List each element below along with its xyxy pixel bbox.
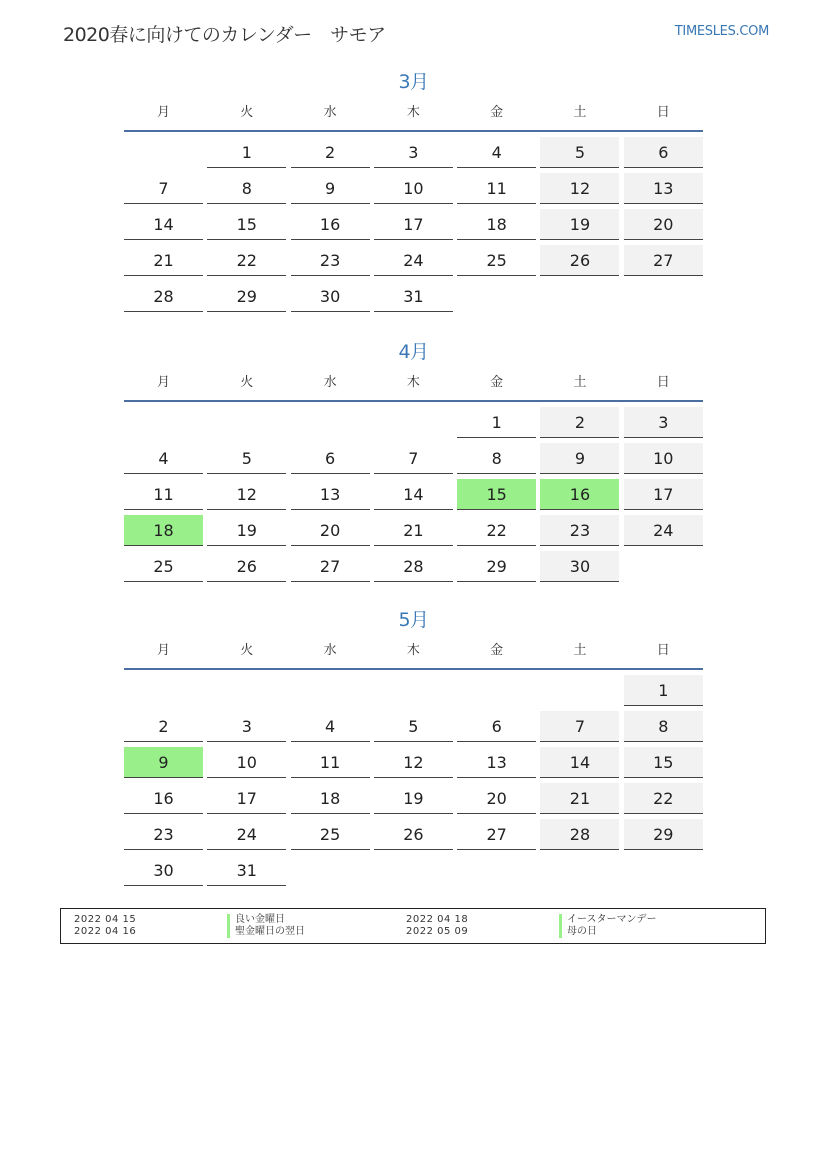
- legend-date: 2022 04 15: [74, 914, 137, 925]
- day-cell: 16: [124, 783, 203, 814]
- empty-cell: [207, 407, 286, 438]
- weekday-label: 水: [323, 643, 337, 658]
- weekday-header: [124, 374, 703, 400]
- legend-holiday-name: 母の日: [567, 926, 597, 937]
- day-cell: 4: [291, 711, 370, 742]
- weekday-label: 土: [573, 643, 587, 658]
- empty-cell: [291, 855, 370, 886]
- day-cell: 13: [457, 747, 536, 778]
- header-divider: [124, 668, 703, 670]
- day-cell: 9: [291, 173, 370, 204]
- day-cell: 6: [291, 443, 370, 474]
- day-cell: 27: [624, 245, 703, 276]
- legend-holiday-name: 聖金曜日の翌日: [235, 926, 305, 937]
- holiday-legend: [60, 908, 766, 944]
- weekday-header: [124, 104, 703, 130]
- day-cell: 7: [124, 173, 203, 204]
- legend-date: 2022 05 09: [406, 926, 469, 937]
- day-cell: 20: [291, 515, 370, 546]
- weekday-label: 木: [406, 643, 420, 658]
- day-cell: 10: [207, 747, 286, 778]
- month-block: [124, 338, 703, 582]
- day-cell: 20: [624, 209, 703, 240]
- day-cell: 8: [624, 711, 703, 742]
- day-cell: 17: [624, 479, 703, 510]
- day-cell: 8: [457, 443, 536, 474]
- holiday-marker: [227, 914, 230, 926]
- day-cell: 26: [207, 551, 286, 582]
- day-cell: 1: [457, 407, 536, 438]
- page-title: 2020春に向けてのカレンダー サモア: [63, 24, 386, 46]
- weekday-label: 日: [656, 105, 670, 120]
- day-cell: 3: [207, 711, 286, 742]
- day-cell: 10: [374, 173, 453, 204]
- day-cell: 12: [374, 747, 453, 778]
- holiday-marker: [227, 926, 230, 938]
- day-cell: 7: [374, 443, 453, 474]
- day-cell: 23: [291, 245, 370, 276]
- day-cell: 26: [374, 819, 453, 850]
- weekday-label: 月: [156, 105, 170, 120]
- empty-cell: [540, 281, 619, 312]
- day-cell: 19: [540, 209, 619, 240]
- day-cell: 31: [374, 281, 453, 312]
- empty-cell: [624, 855, 703, 886]
- weekday-label: 金: [490, 643, 504, 658]
- day-cell: 14: [540, 747, 619, 778]
- day-cell: 25: [457, 245, 536, 276]
- day-cell: 21: [540, 783, 619, 814]
- day-cell: 29: [624, 819, 703, 850]
- month-block: [124, 606, 703, 886]
- day-cell: 13: [291, 479, 370, 510]
- weekday-label: 水: [323, 105, 337, 120]
- holiday-cell: 9: [124, 747, 203, 778]
- empty-cell: [624, 281, 703, 312]
- holiday-cell: 18: [124, 515, 203, 546]
- day-cell: 11: [457, 173, 536, 204]
- weekday-label: 金: [490, 105, 504, 120]
- weekday-label: 木: [406, 375, 420, 390]
- day-cell: 30: [540, 551, 619, 582]
- day-cell: 24: [624, 515, 703, 546]
- day-cell: 23: [124, 819, 203, 850]
- header-divider: [124, 400, 703, 402]
- brand-link[interactable]: TIMESLES.COM: [674, 24, 769, 39]
- weekday-label: 日: [656, 643, 670, 658]
- day-cell: 22: [624, 783, 703, 814]
- empty-cell: [540, 855, 619, 886]
- day-grid: [124, 407, 703, 582]
- day-cell: 15: [207, 209, 286, 240]
- month-title: 3月: [398, 71, 429, 93]
- day-cell: 10: [624, 443, 703, 474]
- empty-cell: [207, 675, 286, 706]
- day-cell: 1: [207, 137, 286, 168]
- holiday-marker: [559, 914, 562, 926]
- day-cell: 24: [374, 245, 453, 276]
- day-cell: 4: [124, 443, 203, 474]
- weekday-label: 土: [573, 105, 587, 120]
- month-title: 4月: [398, 341, 429, 363]
- day-cell: 23: [540, 515, 619, 546]
- day-grid: [124, 137, 703, 312]
- day-cell: 21: [374, 515, 453, 546]
- day-cell: 12: [540, 173, 619, 204]
- empty-cell: [624, 551, 703, 582]
- empty-cell: [124, 137, 203, 168]
- empty-cell: [457, 675, 536, 706]
- header-divider: [124, 130, 703, 132]
- day-cell: 22: [457, 515, 536, 546]
- day-cell: 31: [207, 855, 286, 886]
- empty-cell: [124, 407, 203, 438]
- day-grid: [124, 675, 703, 886]
- weekday-label: 火: [240, 105, 254, 120]
- day-cell: 7: [540, 711, 619, 742]
- day-cell: 21: [124, 245, 203, 276]
- day-cell: 27: [291, 551, 370, 582]
- empty-cell: [374, 675, 453, 706]
- day-cell: 29: [457, 551, 536, 582]
- day-cell: 30: [124, 855, 203, 886]
- legend-date: 2022 04 16: [74, 926, 137, 937]
- empty-cell: [124, 675, 203, 706]
- empty-cell: [374, 407, 453, 438]
- day-cell: 2: [124, 711, 203, 742]
- day-cell: 25: [291, 819, 370, 850]
- legend-holiday-name: イースターマンデー: [567, 914, 657, 925]
- day-cell: 14: [374, 479, 453, 510]
- day-cell: 1: [624, 675, 703, 706]
- day-cell: 29: [207, 281, 286, 312]
- day-cell: 28: [124, 281, 203, 312]
- day-cell: 22: [207, 245, 286, 276]
- day-cell: 26: [540, 245, 619, 276]
- weekday-header: [124, 642, 703, 668]
- empty-cell: [291, 675, 370, 706]
- day-cell: 27: [457, 819, 536, 850]
- weekday-label: 金: [490, 375, 504, 390]
- empty-cell: [540, 675, 619, 706]
- day-cell: 11: [124, 479, 203, 510]
- day-cell: 15: [624, 747, 703, 778]
- day-cell: 11: [291, 747, 370, 778]
- day-cell: 20: [457, 783, 536, 814]
- day-cell: 14: [124, 209, 203, 240]
- weekday-label: 土: [573, 375, 587, 390]
- day-cell: 18: [291, 783, 370, 814]
- day-cell: 17: [374, 209, 453, 240]
- day-cell: 5: [207, 443, 286, 474]
- empty-cell: [291, 407, 370, 438]
- legend-holiday-name: 良い金曜日: [235, 914, 285, 925]
- empty-cell: [457, 855, 536, 886]
- day-cell: 16: [291, 209, 370, 240]
- empty-cell: [374, 855, 453, 886]
- day-cell: 24: [207, 819, 286, 850]
- holiday-cell: 15: [457, 479, 536, 510]
- day-cell: 25: [124, 551, 203, 582]
- day-cell: 8: [207, 173, 286, 204]
- day-cell: 28: [540, 819, 619, 850]
- day-cell: 6: [457, 711, 536, 742]
- day-cell: 28: [374, 551, 453, 582]
- weekday-label: 月: [156, 643, 170, 658]
- month-title: 5月: [398, 609, 429, 631]
- day-cell: 3: [374, 137, 453, 168]
- day-cell: 17: [207, 783, 286, 814]
- month-block: [124, 68, 703, 312]
- weekday-label: 日: [656, 375, 670, 390]
- day-cell: 3: [624, 407, 703, 438]
- empty-cell: [457, 281, 536, 312]
- day-cell: 12: [207, 479, 286, 510]
- legend-date: 2022 04 18: [406, 914, 469, 925]
- day-cell: 19: [207, 515, 286, 546]
- weekday-label: 月: [156, 375, 170, 390]
- day-cell: 30: [291, 281, 370, 312]
- day-cell: 4: [457, 137, 536, 168]
- weekday-label: 火: [240, 375, 254, 390]
- day-cell: 6: [624, 137, 703, 168]
- day-cell: 5: [374, 711, 453, 742]
- day-cell: 2: [540, 407, 619, 438]
- weekday-label: 火: [240, 643, 254, 658]
- weekday-label: 水: [323, 375, 337, 390]
- weekday-label: 木: [406, 105, 420, 120]
- holiday-marker: [559, 926, 562, 938]
- day-cell: 19: [374, 783, 453, 814]
- day-cell: 13: [624, 173, 703, 204]
- day-cell: 9: [540, 443, 619, 474]
- day-cell: 18: [457, 209, 536, 240]
- holiday-cell: 16: [540, 479, 619, 510]
- day-cell: 2: [291, 137, 370, 168]
- day-cell: 5: [540, 137, 619, 168]
